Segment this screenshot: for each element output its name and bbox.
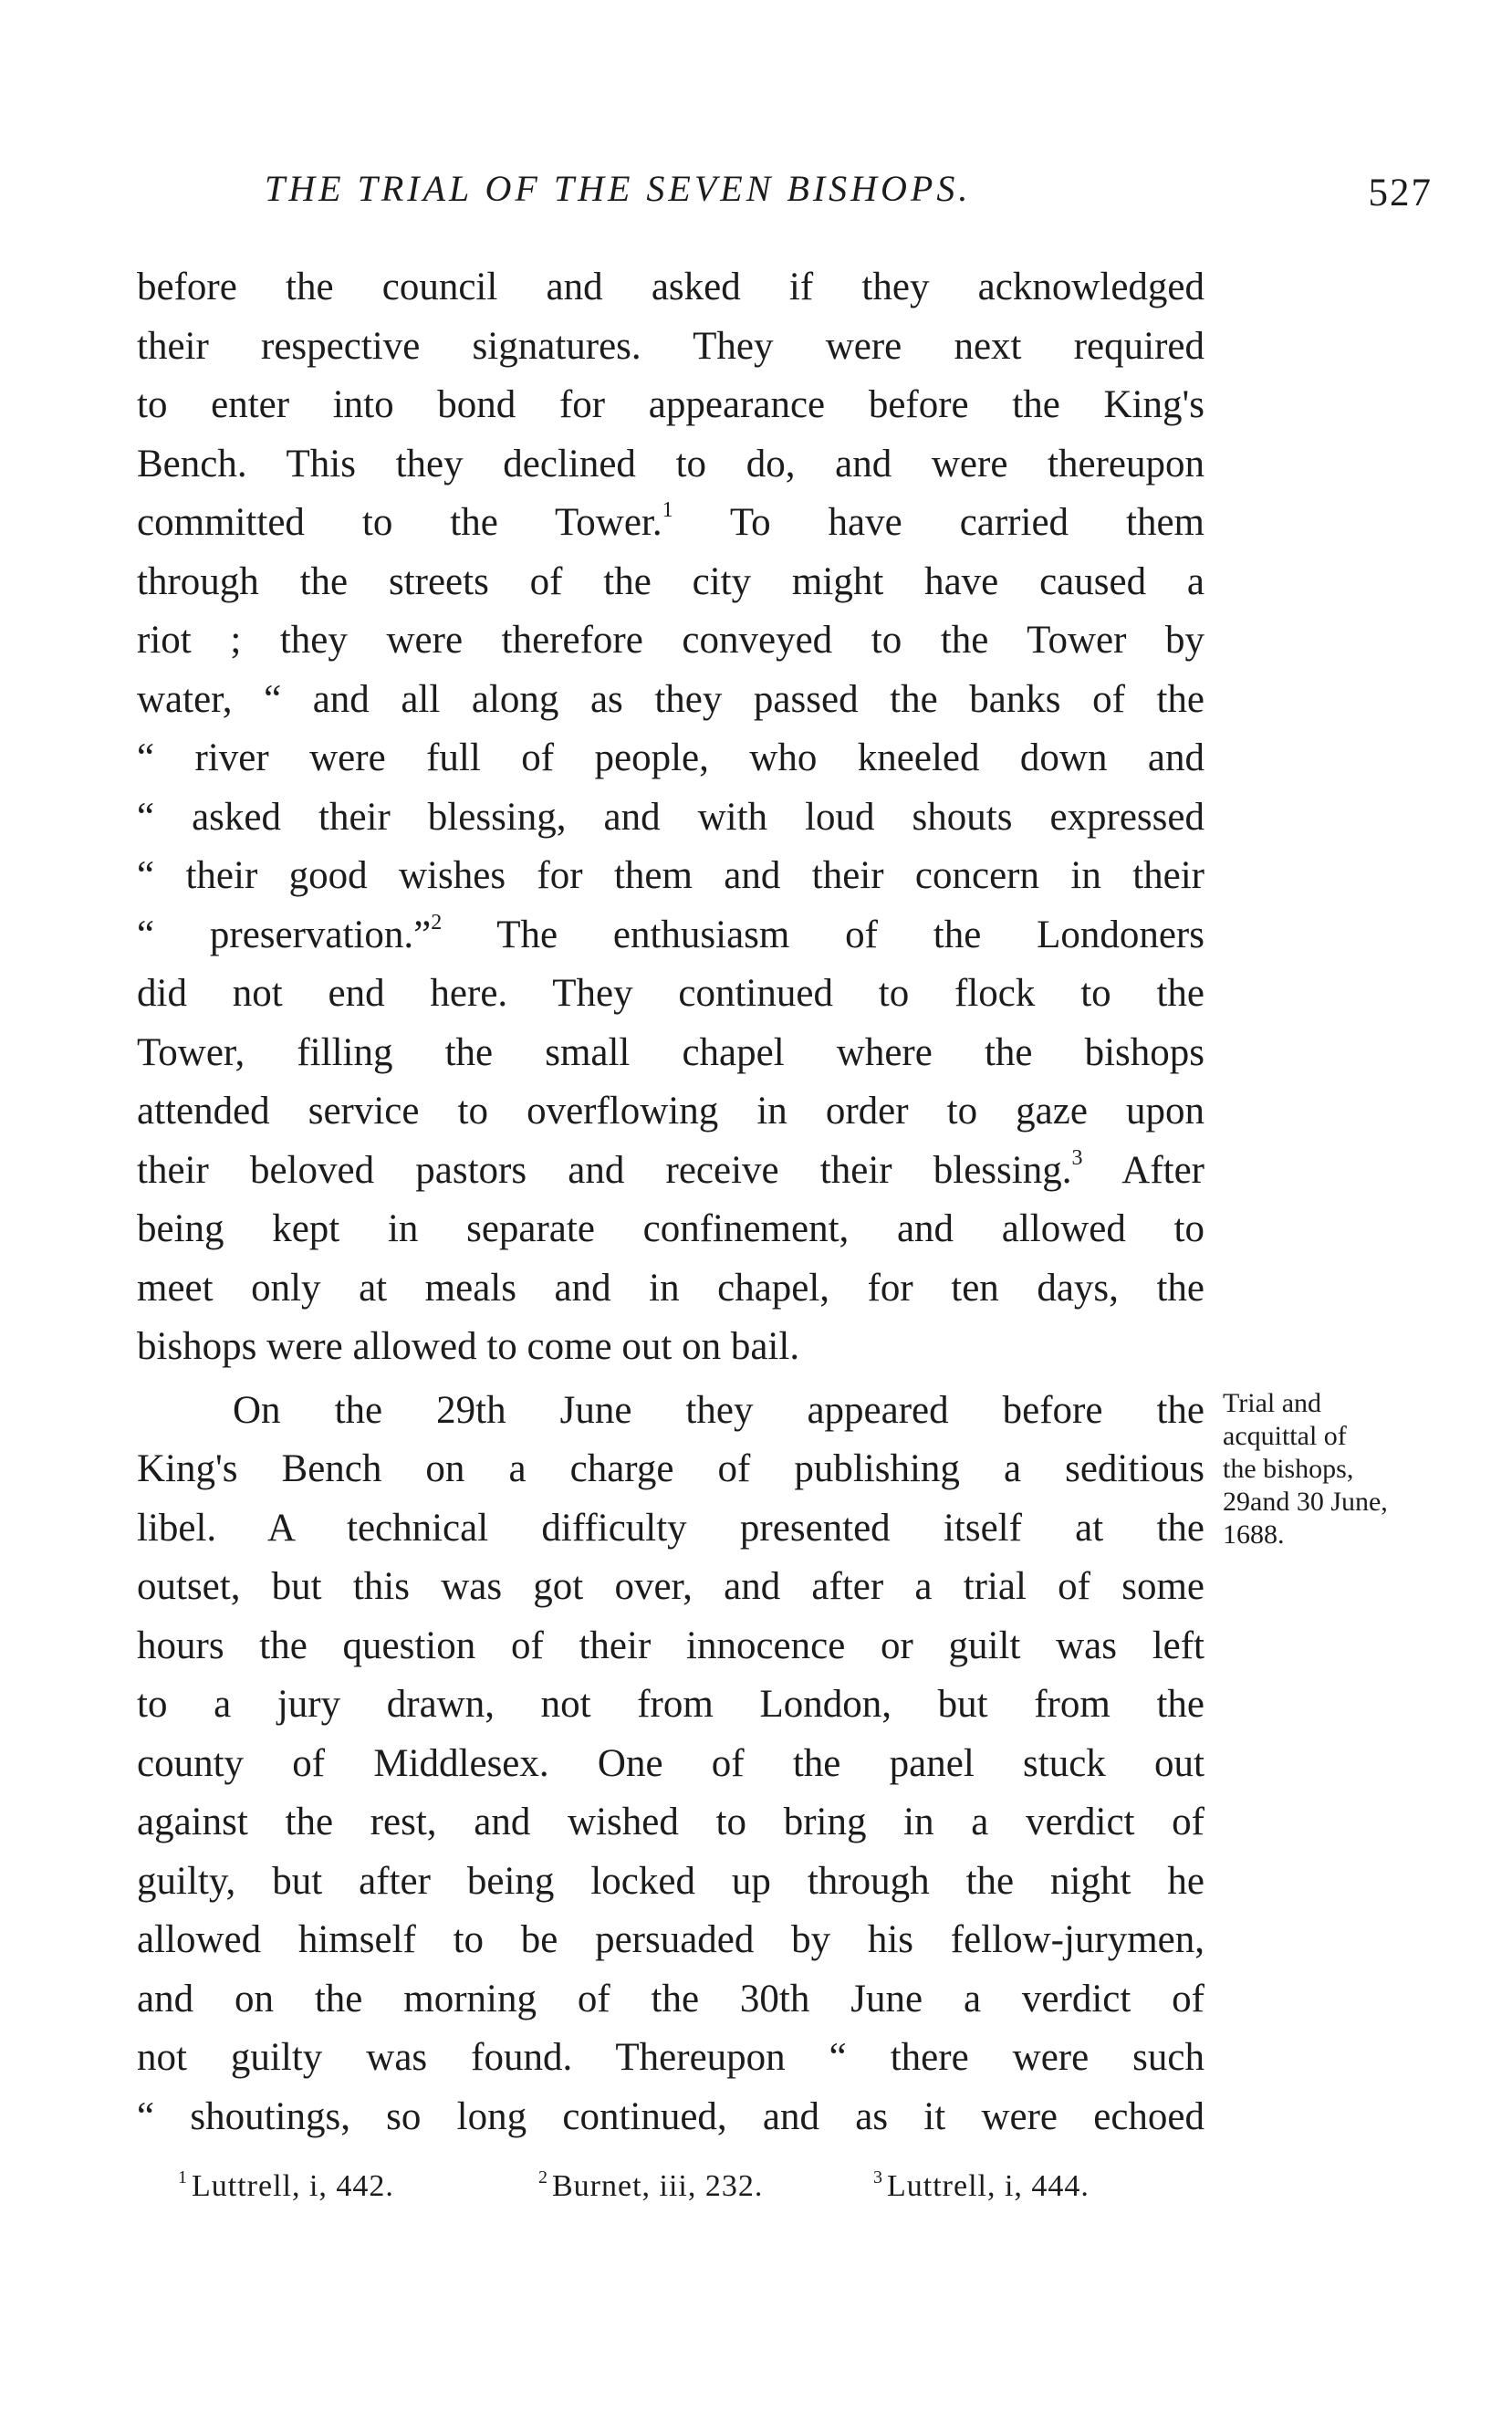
footnote: [538, 2167, 763, 2204]
text-line: outset, but this was got over, and after a trial of some: [137, 1565, 1204, 1608]
text-line: riot ; they were therefore conveyed to the Tower by: [137, 619, 1204, 662]
text-segment: their beloved pastors and receive their blessing.: [137, 1148, 1072, 1192]
text-line: water, “ and all along as they passed the banks of the: [137, 677, 1204, 721]
text-line: [137, 906, 1204, 966]
paragraph-start-line: On the 29th June they appeared before the: [233, 1388, 1204, 1432]
note-reference: 1: [662, 498, 673, 522]
text-line: attended service to overflowing in order to gaze upon: [137, 1090, 1204, 1133]
text-segment: “ preservation.”: [137, 913, 432, 956]
page-number: 527: [1368, 172, 1433, 214]
text-line: did not end here. They continued to flock to the: [137, 972, 1204, 1015]
margin-note: [1223, 1387, 1442, 1551]
text-line: “ river were full of people, who kneeled down and: [137, 736, 1204, 779]
text-line: [137, 1142, 1204, 1201]
text-line: against the rest, and wished to bring in a verdict of: [137, 1801, 1204, 1843]
text-segment: To have carried them: [673, 501, 1204, 544]
footnote: [178, 2167, 394, 2204]
text-line: and on the morning of the 30th June a verdict of: [137, 1977, 1204, 2020]
text-line: allowed himself to be persuaded by his fellow-jurymen,: [137, 1918, 1204, 1961]
margin-note-line: 29and 30 June,: [1223, 1487, 1388, 1517]
text-line: through the streets of the city might have caused a: [137, 559, 1204, 603]
text-line: to a jury drawn, not from London, but from the: [137, 1683, 1204, 1726]
footnote: [873, 2167, 1090, 2204]
footnote-mark: 3: [873, 2167, 883, 2188]
text-line: “ their good wishes for them and their concern in their: [137, 854, 1204, 897]
margin-note-line: acquittal of: [1223, 1421, 1347, 1451]
text-line: before the council and asked if they acknowledged: [137, 266, 1204, 308]
body-text: [137, 258, 1204, 2146]
text-line: [137, 494, 1204, 553]
text-line: to enter into bond for appearance before the King's: [137, 383, 1204, 426]
margin-note-line: Trial and: [1223, 1388, 1322, 1418]
text-line: King's Bench on a charge of publishing a seditious: [137, 1447, 1204, 1490]
text-line: Tower, filling the small chapel where the bishops: [137, 1030, 1204, 1074]
text-line: hours the question of their innocence or guilt was left: [137, 1624, 1204, 1667]
running-head: [137, 167, 1433, 222]
text-segment: committed to the Tower.: [137, 501, 662, 544]
text-line: not guilty was found. Thereupon “ there were such: [137, 2036, 1204, 2079]
footnote-text: Luttrell, i, 442.: [192, 2169, 394, 2203]
note-reference: 2: [431, 910, 443, 935]
footnote-text: Luttrell, i, 444.: [887, 2169, 1090, 2203]
margin-note-line: 1688.: [1223, 1519, 1285, 1550]
text-line: bishops were allowed to come out on bail.: [137, 1325, 800, 1368]
text-line: “ shoutings, so long continued, and as it were echoed: [137, 2094, 1204, 2138]
text-line: their respective signatures. They were next required: [137, 324, 1204, 368]
footnote-text: Burnet, iii, 232.: [552, 2169, 764, 2203]
margin-note-line: the bishops,: [1223, 1454, 1354, 1484]
footnote-mark: 1: [178, 2167, 188, 2188]
text-line: libel. A technical difficulty presented itself at the: [137, 1506, 1204, 1550]
text-segment: After: [1082, 1148, 1204, 1192]
text-line: being kept in separate confinement, and allowed to: [137, 1207, 1204, 1250]
text-line: guilty, but after being locked up through the night he: [137, 1859, 1204, 1903]
text-line: meet only at meals and in chapel, for ten days, the: [137, 1266, 1204, 1310]
text-line: “ asked their blessing, and with loud shouts expressed: [137, 795, 1204, 839]
running-title: THE TRIAL OF THE SEVEN BISHOPS.: [265, 168, 972, 209]
footnote-mark: 2: [538, 2167, 548, 2188]
note-reference: 3: [1071, 1145, 1083, 1170]
text-segment: The enthusiasm of the Londoners: [442, 913, 1204, 956]
text-line: county of Middlesex. One of the panel stuck out: [137, 1741, 1204, 1785]
text-line: Bench. This they declined to do, and were thereupon: [137, 442, 1204, 486]
